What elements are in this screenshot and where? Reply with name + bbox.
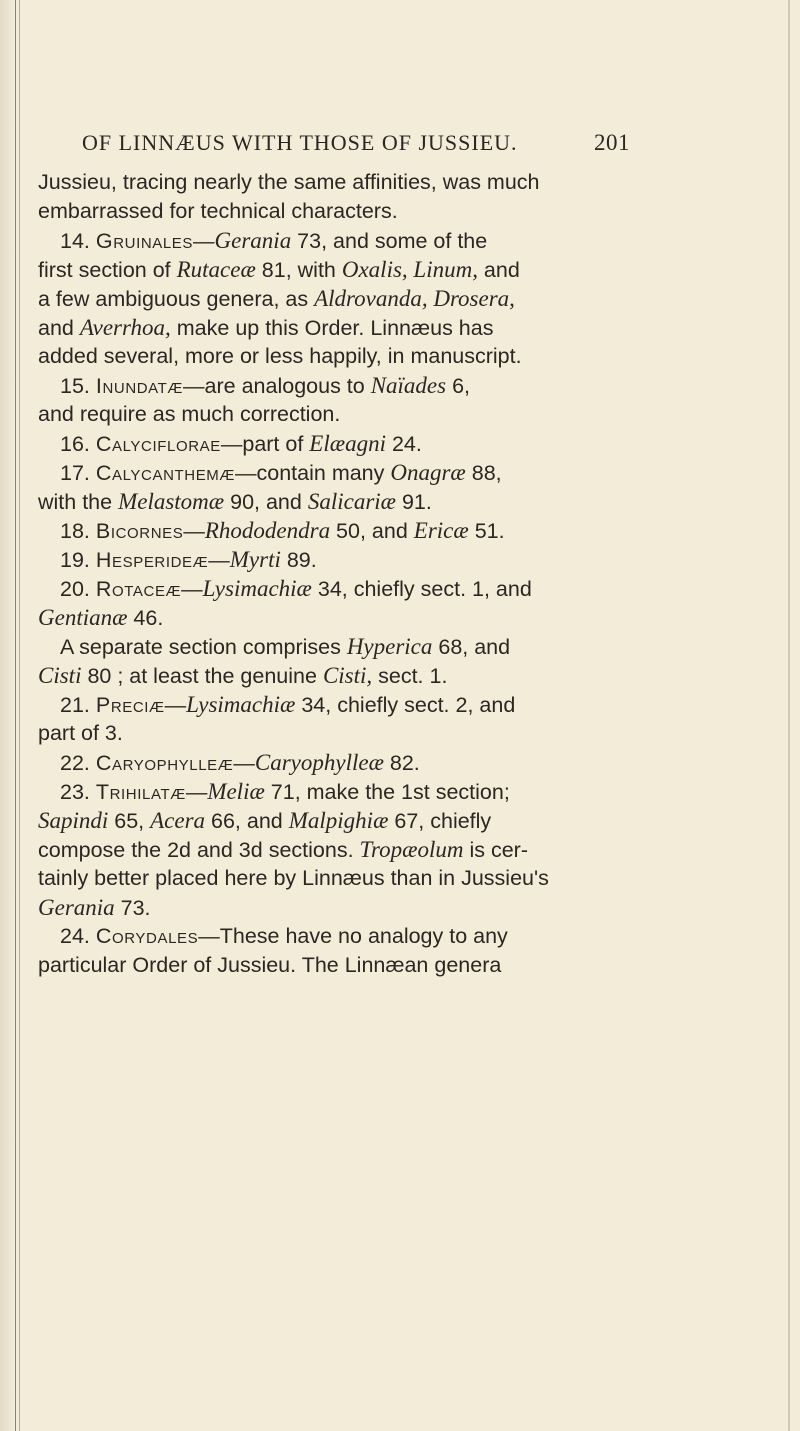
italic-term: Rutaceæ xyxy=(176,257,256,282)
text-run: 15. xyxy=(60,374,96,398)
text-run: and require as much correction. xyxy=(38,402,341,426)
text-run: 18. xyxy=(60,519,96,543)
binding-gutter xyxy=(0,0,14,1431)
text-run: A separate section comprises xyxy=(60,635,347,659)
text-run: — xyxy=(208,548,230,572)
order-name: Preciæ xyxy=(95,693,165,717)
italic-term: Salicariæ xyxy=(307,489,396,514)
text-run: added several, more or less happily, in manuscript. xyxy=(38,344,522,368)
gutter-line xyxy=(15,0,16,1431)
text-run: 34, chiefly sect. 2, and xyxy=(295,693,516,717)
text-run: 50, and xyxy=(330,519,414,543)
text-line xyxy=(38,313,634,342)
text-line xyxy=(38,255,634,284)
text-run: — xyxy=(183,519,205,543)
text-line xyxy=(38,835,634,864)
text-run: part of 3. xyxy=(38,721,123,745)
italic-term: Malpighiæ xyxy=(288,808,389,833)
text-run: 91. xyxy=(396,490,432,514)
text-run: —are analogous to xyxy=(183,374,371,398)
text-run: embarrassed for technical characters. xyxy=(38,199,398,223)
text-run: 66, and xyxy=(205,809,289,833)
text-run: 82. xyxy=(383,751,420,775)
text-run: 24. xyxy=(60,924,96,948)
text-run: — xyxy=(233,751,255,775)
page-number: 201 xyxy=(594,130,630,155)
italic-term: Rhododendra xyxy=(204,518,331,543)
text-run: 81, with xyxy=(255,258,342,282)
italic-term: Cisti xyxy=(38,663,82,688)
text-line xyxy=(38,400,634,429)
text-run: —contain many xyxy=(235,461,391,485)
italic-term: Ericæ xyxy=(413,518,469,543)
order-name: Caryophylleæ xyxy=(95,751,234,775)
italic-term: Oxalis, Linum, xyxy=(341,257,478,282)
order-name: Trihilatæ xyxy=(95,780,186,804)
body-text xyxy=(38,168,634,980)
text-run: 89. xyxy=(280,548,317,572)
text-run: 16. xyxy=(60,432,96,456)
italic-term: Lysimachiæ xyxy=(202,576,312,601)
text-run: 73, and some of the xyxy=(291,229,488,253)
text-run: 46. xyxy=(127,606,164,630)
text-line xyxy=(38,342,634,371)
italic-term: Cisti, xyxy=(322,663,373,688)
text-run: compose the 2d and 3d sections. xyxy=(38,838,360,862)
running-head xyxy=(82,130,630,156)
italic-term: Tropæolum xyxy=(359,837,464,862)
text-line xyxy=(38,603,634,632)
text-line xyxy=(38,922,634,951)
order-name: Gruinales xyxy=(95,229,194,253)
text-run: — xyxy=(181,577,203,601)
text-run: tainly better placed here by Linnæus than in Jussieu's xyxy=(38,866,549,890)
italic-term: Acera xyxy=(150,808,206,833)
text-run: is cer- xyxy=(463,838,528,862)
text-run: 21. xyxy=(60,693,96,717)
text-line xyxy=(38,516,634,545)
text-run: 90, and xyxy=(224,490,308,514)
text-line xyxy=(38,371,634,400)
text-run: 73. xyxy=(114,896,151,920)
text-run: first section of xyxy=(38,258,177,282)
text-run: 88, xyxy=(465,461,502,485)
order-name: Calyciflorae xyxy=(95,432,221,456)
text-run: 67, chiefly xyxy=(388,809,492,833)
italic-term: Myrti xyxy=(229,547,281,572)
text-run: —These have no analogy to any xyxy=(198,924,508,948)
text-run: 71, make the 1st section; xyxy=(264,780,510,804)
text-run: 22. xyxy=(60,751,96,775)
text-line xyxy=(38,893,634,922)
italic-term: Caryophylleæ xyxy=(254,750,384,775)
running-title: OF LINNÆUS WITH THOSE OF JUSSIEU. xyxy=(82,130,518,155)
text-run: particular Order of Jussieu. The Linnæan genera xyxy=(38,953,502,977)
text-run: 20. xyxy=(60,577,96,601)
text-line xyxy=(38,197,634,226)
text-run: 34, chiefly sect. 1, and xyxy=(311,577,532,601)
text-run: a few ambiguous genera, as xyxy=(38,287,315,311)
text-run: 19. xyxy=(60,548,96,572)
text-run: and xyxy=(477,258,520,282)
italic-term: Meliæ xyxy=(207,779,265,804)
order-name: Calycanthemæ xyxy=(95,461,236,485)
italic-term: Averrhoa, xyxy=(79,315,171,340)
italic-term: Gentianæ xyxy=(38,605,128,630)
text-run: 65, xyxy=(108,809,151,833)
text-run: 23. xyxy=(60,780,96,804)
text-run: and xyxy=(38,316,80,340)
text-line xyxy=(38,777,634,806)
italic-term: Lysimachiæ xyxy=(186,692,296,717)
italic-term: Elæagni xyxy=(309,431,386,456)
italic-term: Gerania xyxy=(38,895,115,920)
text-line xyxy=(38,806,634,835)
text-run: — xyxy=(185,780,208,804)
text-line xyxy=(38,487,634,516)
text-run: make up this Order. Linnæus has xyxy=(170,316,494,340)
text-run: with the xyxy=(38,490,119,514)
text-run: sect. 1. xyxy=(372,664,448,688)
text-run: 6, xyxy=(446,374,470,398)
text-run: 17. xyxy=(60,461,96,485)
text-line xyxy=(38,458,634,487)
text-run: 14. xyxy=(60,229,96,253)
order-name: Inundatæ xyxy=(95,374,184,398)
text-run: Jussieu, tracing nearly the same affinities, was much xyxy=(38,170,540,194)
text-run: 24. xyxy=(385,432,422,456)
order-name: Rotaceæ xyxy=(95,577,182,601)
text-line xyxy=(38,545,634,574)
text-line xyxy=(38,574,634,603)
italic-term: Onagræ xyxy=(390,460,466,485)
italic-term: Melastomæ xyxy=(118,489,225,514)
text-run: 80 ; at least the genuine xyxy=(81,664,323,688)
text-line xyxy=(38,951,634,980)
text-line xyxy=(38,748,634,777)
gutter-line xyxy=(19,0,20,1431)
text-line xyxy=(38,284,634,313)
text-line xyxy=(38,226,634,255)
text-run: 51. xyxy=(468,519,505,543)
text-run: 68, and xyxy=(432,635,511,659)
text-line xyxy=(38,690,634,719)
italic-term: Gerania xyxy=(214,228,292,253)
page-edge xyxy=(788,0,790,1431)
text-line xyxy=(38,632,634,661)
order-name: Hesperideæ xyxy=(95,548,209,572)
text-line xyxy=(38,429,634,458)
text-line xyxy=(38,719,634,748)
italic-term: Naïades xyxy=(370,373,447,398)
text-line xyxy=(38,661,634,690)
text-line xyxy=(38,168,634,197)
text-run: — xyxy=(193,229,215,253)
text-line xyxy=(38,864,634,893)
order-name: Corydales xyxy=(95,924,199,948)
text-run: —part of xyxy=(220,432,310,456)
text-run: — xyxy=(164,693,187,717)
order-name: Bicornes xyxy=(95,519,184,543)
italic-term: Hyperica xyxy=(346,634,433,659)
italic-term: Aldrovanda, Drosera, xyxy=(314,286,515,311)
italic-term: Sapindi xyxy=(38,808,109,833)
